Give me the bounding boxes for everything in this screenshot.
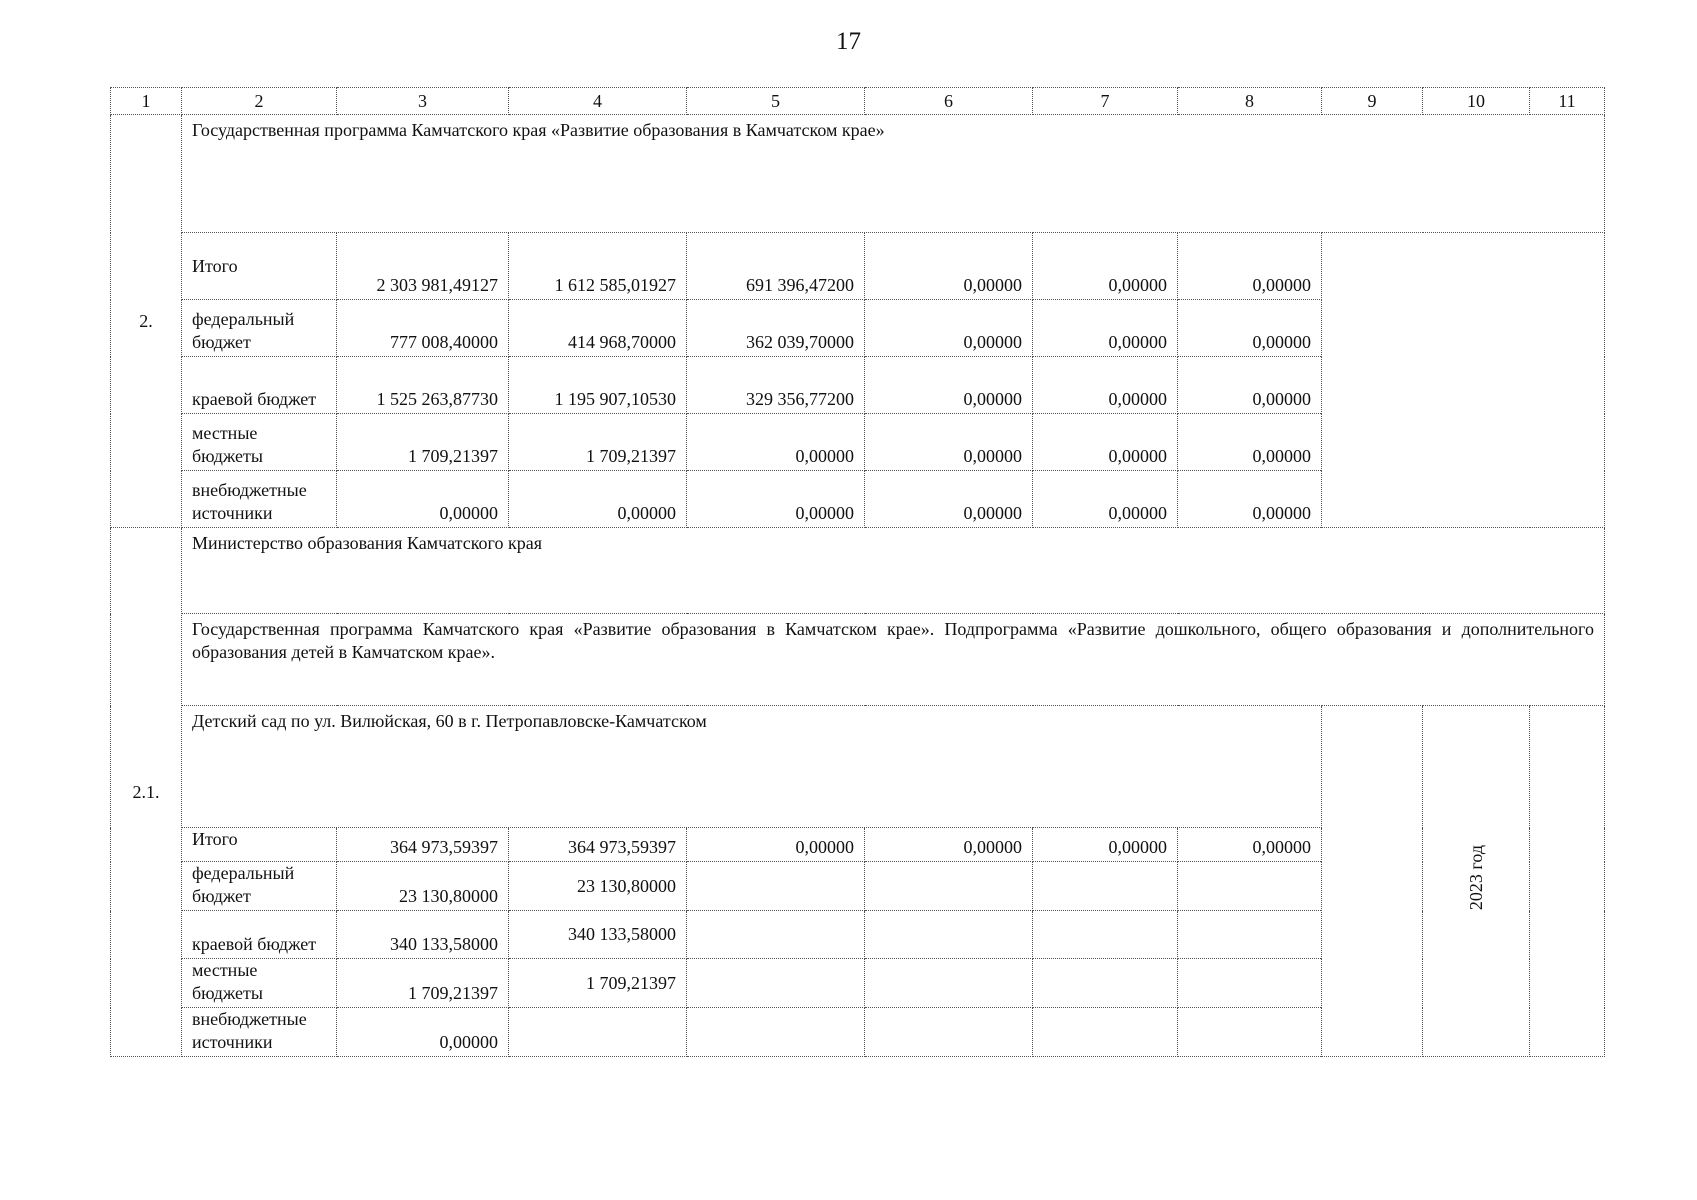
- value-cell: [1033, 911, 1178, 959]
- column-number: 6: [865, 88, 1033, 115]
- value-cell: 0,00000: [865, 471, 1033, 528]
- value-cell: 0,00000: [865, 828, 1033, 862]
- value-cell: [1033, 959, 1178, 1008]
- value-cell: [865, 911, 1033, 959]
- value-cell: [687, 1008, 865, 1057]
- column-number: 8: [1178, 88, 1322, 115]
- value-cell: 691 396,47200: [687, 233, 865, 300]
- column-number: 11: [1530, 88, 1605, 115]
- value-cell: 1 709,21397: [337, 959, 509, 1008]
- value-cell: [1033, 1008, 1178, 1057]
- value-cell: 777 008,40000: [337, 300, 509, 357]
- value-cell: 1 709,21397: [509, 959, 687, 1008]
- value-cell: 23 130,80000: [337, 862, 509, 911]
- row-label: краевой бюджет: [182, 357, 337, 414]
- value-cell: [1178, 1008, 1322, 1057]
- column-number: 4: [509, 88, 687, 115]
- section-2-1-object-row: [111, 706, 1605, 828]
- column-number-row: [111, 88, 1605, 115]
- value-cell: [865, 1008, 1033, 1057]
- value-cell: 0,00000: [865, 233, 1033, 300]
- value-cell: 364 973,59397: [337, 828, 509, 862]
- program-title: Государственная программа Камчатского края «Развитие образования в Камчатском крае»: [182, 115, 1605, 233]
- value-cell: 2 303 981,49127: [337, 233, 509, 300]
- value-cell: 0,00000: [1178, 300, 1322, 357]
- column-number: 3: [337, 88, 509, 115]
- value-cell: 364 973,59397: [509, 828, 687, 862]
- value-cell: [1033, 862, 1178, 911]
- value-cell: 0,00000: [687, 471, 865, 528]
- value-cell: 0,00000: [1033, 300, 1178, 357]
- value-cell: 1 612 585,01927: [509, 233, 687, 300]
- section-2-1-subprogram-row: [111, 614, 1605, 706]
- value-cell: 340 133,58000: [337, 911, 509, 959]
- value-cell: 0,00000: [687, 828, 865, 862]
- value-cell: 1 525 263,87730: [337, 357, 509, 414]
- value-cell: 0,00000: [1033, 357, 1178, 414]
- row-label: внебюджетные источники: [182, 1008, 337, 1057]
- value-cell: [865, 862, 1033, 911]
- value-cell: 340 133,58000: [509, 911, 687, 959]
- value-cell: 1 195 907,10530: [509, 357, 687, 414]
- budget-table: [110, 87, 1605, 1057]
- section-2-1-ministry-row: [111, 528, 1605, 614]
- value-cell: 23 130,80000: [509, 862, 687, 911]
- ministry-title: Министерство образования Камчатского края: [182, 528, 1605, 614]
- value-cell: [687, 959, 865, 1008]
- empty-cell: [1322, 233, 1605, 528]
- row-number: 2.: [111, 115, 182, 528]
- column-number: 1: [111, 88, 182, 115]
- value-cell: [865, 959, 1033, 1008]
- object-title: Детский сад по ул. Вилюйская, 60 в г. Петропавловске-Камчатском: [182, 706, 1322, 828]
- value-cell: [509, 1008, 687, 1057]
- empty-cell: [1322, 706, 1423, 1057]
- year-cell: [1423, 706, 1530, 1057]
- value-cell: [1178, 959, 1322, 1008]
- value-cell: 414 968,70000: [509, 300, 687, 357]
- value-cell: [1178, 862, 1322, 911]
- subprogram-title: Государственная программа Камчатского края «Развитие образования в Камчатском крае». Подпрограмма «Развитие дошкольного, общего образования и дополнительного образования детей в Камчатском крае».: [182, 614, 1605, 706]
- row-label: Итого: [182, 233, 337, 300]
- value-cell: 0,00000: [1178, 414, 1322, 471]
- empty-cell: [1530, 706, 1605, 1057]
- page-number: 17: [836, 28, 861, 55]
- value-cell: 0,00000: [337, 471, 509, 528]
- column-number: 5: [687, 88, 865, 115]
- value-cell: 362 039,70000: [687, 300, 865, 357]
- row-label: местные бюджеты: [182, 959, 337, 1008]
- row-label: Итого: [182, 828, 337, 862]
- value-cell: 0,00000: [1033, 414, 1178, 471]
- value-cell: 0,00000: [1033, 233, 1178, 300]
- value-cell: 1 709,21397: [509, 414, 687, 471]
- value-cell: 0,00000: [1178, 471, 1322, 528]
- value-cell: 0,00000: [1033, 828, 1178, 862]
- section-2-header-row: [111, 115, 1605, 233]
- row-label: краевой бюджет: [182, 911, 337, 959]
- column-number: 2: [182, 88, 337, 115]
- value-cell: 0,00000: [337, 1008, 509, 1057]
- value-cell: [687, 911, 865, 959]
- value-cell: [1178, 911, 1322, 959]
- column-number: 7: [1033, 88, 1178, 115]
- value-cell: 0,00000: [865, 357, 1033, 414]
- value-cell: 0,00000: [1178, 357, 1322, 414]
- row-label: внебюджетные источники: [182, 471, 337, 528]
- row-label: федеральный бюджет: [182, 862, 337, 911]
- column-number: 10: [1423, 88, 1530, 115]
- value-cell: 0,00000: [687, 414, 865, 471]
- row-label: местные бюджеты: [182, 414, 337, 471]
- column-number: 9: [1322, 88, 1423, 115]
- value-cell: 0,00000: [1178, 233, 1322, 300]
- value-cell: 329 356,77200: [687, 357, 865, 414]
- value-cell: 0,00000: [1033, 471, 1178, 528]
- table-row: [111, 233, 1605, 300]
- value-cell: 0,00000: [865, 300, 1033, 357]
- value-cell: 0,00000: [509, 471, 687, 528]
- year-label: 2023 год: [1465, 845, 1486, 911]
- value-cell: 0,00000: [865, 414, 1033, 471]
- value-cell: [687, 862, 865, 911]
- value-cell: 0,00000: [1178, 828, 1322, 862]
- value-cell: 1 709,21397: [337, 414, 509, 471]
- row-label: федеральный бюджет: [182, 300, 337, 357]
- row-number: 2.1.: [111, 528, 182, 1057]
